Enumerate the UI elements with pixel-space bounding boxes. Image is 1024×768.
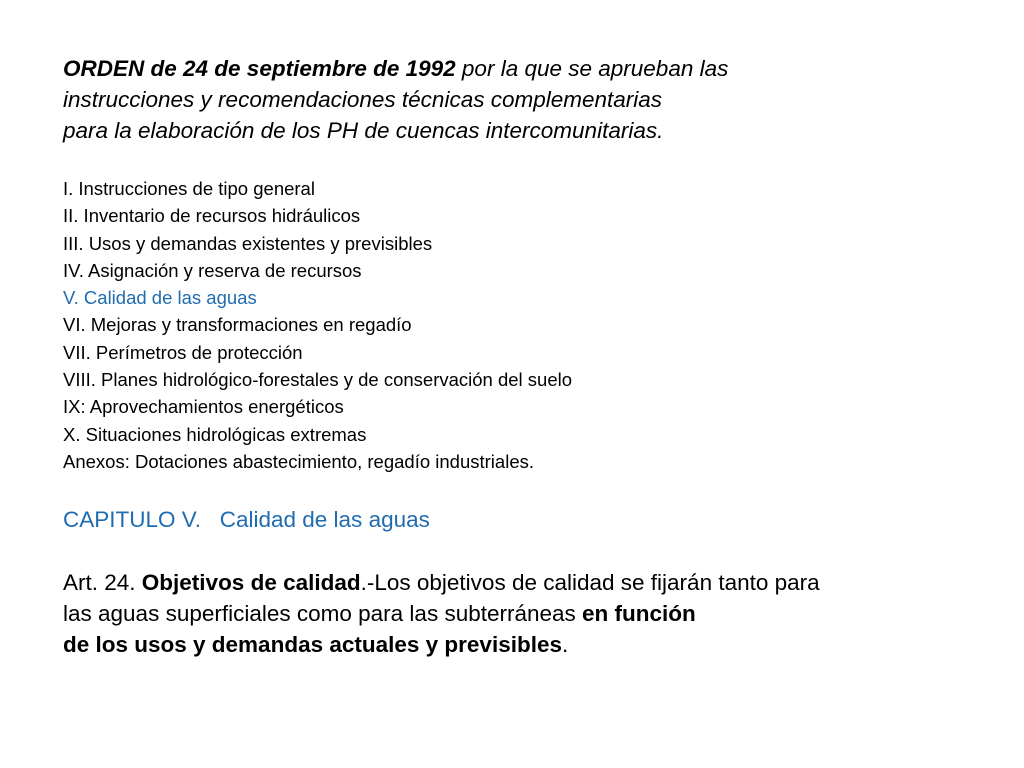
- slide-content: [63, 53, 963, 657]
- article-line-1-rest: .-Los objetivos de calidad se fijarán tanto para: [360, 570, 820, 595]
- article-line-2: [63, 598, 820, 629]
- toc-item: Anexos: Dotaciones abastecimiento, regadío industriales.: [63, 450, 534, 472]
- toc-item: VIII. Planes hidrológico-forestales y de conservación del suelo: [63, 369, 573, 391]
- toc-item: V. Calidad de las aguas: [63, 287, 257, 309]
- toc-item: IX: Aprovechamientos energéticos: [63, 396, 344, 418]
- heading-line-2: instrucciones y recomendaciones técnicas complementarias: [63, 87, 663, 112]
- heading-line-1: [63, 53, 963, 84]
- chapter-title: CAPITULO V. Calidad de las aguas: [63, 507, 430, 532]
- toc-item: VII. Perímetros de protección: [63, 341, 303, 363]
- article-line-1: [63, 567, 820, 598]
- toc-item: IV. Asignación y reserva de recursos: [63, 259, 362, 281]
- article-line-3-bold: de los usos y demandas actuales y previsibles: [63, 632, 562, 657]
- toc-item: II. Inventario de recursos hidráulicos: [63, 205, 361, 227]
- heading-line-1-rest: por la que se aprueban las: [455, 56, 729, 81]
- article-24: [63, 567, 820, 660]
- toc-item: VI. Mejoras y transformaciones en regadío: [63, 314, 412, 336]
- toc-item: I. Instrucciones de tipo general: [63, 178, 315, 199]
- article-line-3: [63, 629, 820, 660]
- article-line-2-text: las aguas superficiales como para las subterráneas: [63, 601, 583, 626]
- toc-item: X. Situaciones hidrológicas extremas: [63, 423, 367, 445]
- toc-item: III. Usos y demandas existentes y previsibles: [63, 232, 433, 254]
- heading-order-title: ORDEN de 24 de septiembre de 1992: [63, 56, 456, 81]
- article-prefix: Art. 24.: [63, 570, 142, 595]
- article-line-2-bold: en función: [582, 601, 696, 626]
- article-title: Objetivos de calidad: [141, 570, 361, 595]
- table-of-contents: [63, 175, 572, 475]
- heading-line-3: para la elaboración de los PH de cuencas intercomunitarias.: [63, 118, 664, 143]
- document-heading: [63, 53, 963, 146]
- article-line-3-end: .: [561, 632, 569, 657]
